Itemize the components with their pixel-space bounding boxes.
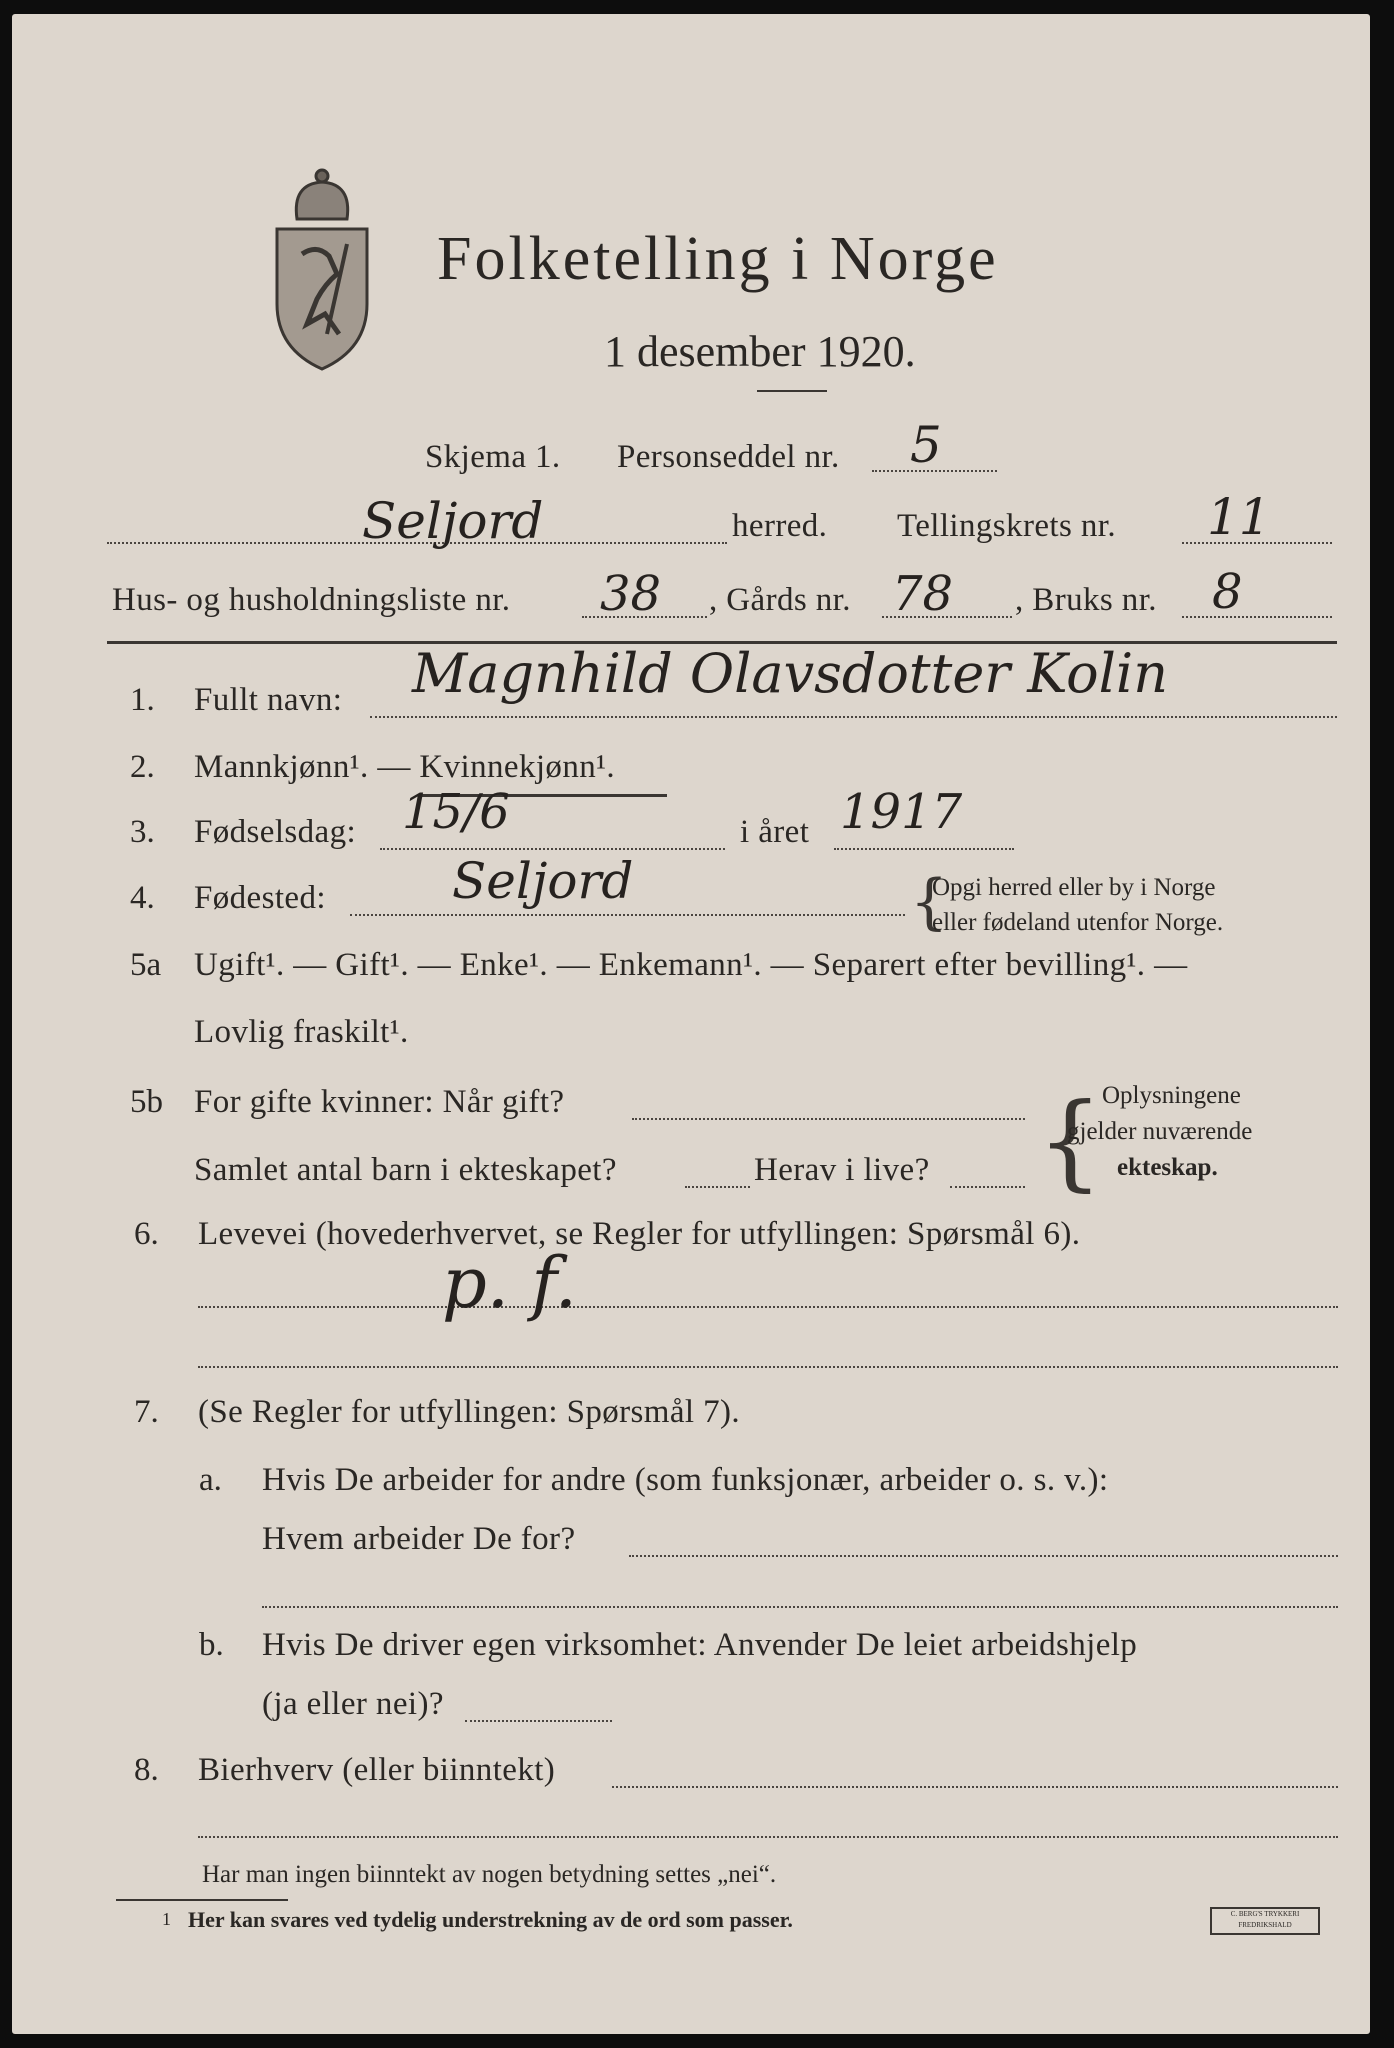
q2-label: Mannkjønn¹. — Kvinnekjønn¹. [194, 749, 616, 785]
q3-line [380, 848, 725, 850]
q5b-note-line-1: Oplysningene [1102, 1082, 1241, 1109]
skjema-label: Skjema 1. [425, 439, 561, 475]
q7-number: 7. [134, 1394, 159, 1430]
q6-label: Levevei (hovederhvervet, se Regler for utfyllingen: Spørsmål 6). [198, 1216, 1081, 1252]
gards-label: , Gårds nr. [709, 582, 851, 618]
q7b-label: Hvis De driver egen virksomhet: Anvender De leiet arbeidshjelp [262, 1627, 1138, 1663]
q4-line [350, 914, 905, 916]
q6-line-1 [198, 1306, 1338, 1308]
q8-line-2 [198, 1836, 1338, 1838]
tellingskrets-label: Tellingskrets nr. [897, 508, 1116, 544]
q7a-label-2: Hvem arbeider De for? [262, 1521, 576, 1557]
q3-year-value[interactable]: 1917 [840, 784, 963, 840]
q2-number: 2. [130, 749, 155, 785]
q5b-label-3: Herav i live? [754, 1152, 930, 1188]
bruks-value[interactable]: 8 [1212, 564, 1243, 620]
q5b-label-2: Samlet antal barn i ekteskapet? [194, 1152, 617, 1188]
q6-value[interactable]: p. f. [442, 1242, 577, 1324]
q4-value[interactable]: Seljord [452, 852, 634, 910]
printer-stamp: C. BERG'S TRYKKERI FREDRIKSHALD [1210, 1907, 1320, 1935]
q5b-children-line [685, 1186, 750, 1188]
q1-line [370, 716, 1337, 718]
q1-label: Fullt navn: [194, 682, 343, 718]
q6-number: 6. [134, 1216, 159, 1252]
q5a-number: 5a [130, 947, 162, 983]
q7a-number: a. [199, 1462, 222, 1498]
q5b-label: For gifte kvinner: Når gift? [194, 1084, 565, 1120]
q3-number: 3. [130, 814, 155, 850]
q5b-alive-line [950, 1186, 1025, 1188]
bruks-line [1182, 616, 1332, 618]
q4-number: 4. [130, 880, 155, 916]
q5b-number: 5b [130, 1084, 163, 1120]
q3-label: Fødselsdag: [194, 814, 357, 850]
gards-value[interactable]: 78 [892, 566, 954, 622]
q7a-line-1 [629, 1555, 1338, 1557]
q7a-line-2 [262, 1606, 1338, 1608]
q3-value[interactable]: 15/6 [402, 784, 510, 840]
form-date: 1 desember 1920. [604, 327, 916, 376]
q1-number: 1. [130, 682, 155, 718]
q7b-label-2: (ja eller nei)? [262, 1686, 444, 1722]
q4-note-brace: { [910, 867, 949, 937]
q7b-number: b. [199, 1627, 224, 1663]
hus-label: Hus- og husholdningsliste nr. [112, 582, 511, 618]
q5b-note-line-3: ekteskap. [1117, 1154, 1218, 1181]
herred-label: herred. [732, 508, 828, 544]
q6-line-2 [198, 1366, 1338, 1368]
q8-note: Har man ingen biinntekt av nogen betydning settes „nei“. [202, 1861, 777, 1888]
footnote: Her kan svares ved tydelig understrekning av de ord som passer. [188, 1907, 793, 1932]
q5b-married-line [632, 1118, 1025, 1120]
hus-value[interactable]: 38 [600, 566, 662, 622]
title-divider [757, 390, 827, 392]
q4-label: Fødested: [194, 880, 326, 916]
q8-number: 8. [134, 1752, 159, 1788]
herred-value[interactable]: Seljord [362, 492, 544, 550]
footnote-divider [116, 1899, 288, 1901]
q7b-line [465, 1720, 612, 1722]
q3-year-line [834, 848, 1014, 850]
q8-label: Bierhverv (eller biinntekt) [198, 1752, 556, 1788]
q5a-label-2: Lovlig fraskilt¹. [194, 1014, 409, 1050]
q4-note-line-1: Opgi herred eller by i Norge [932, 874, 1216, 901]
norway-coat-of-arms-icon [267, 164, 377, 374]
personseddel-label: Personseddel nr. [617, 439, 840, 475]
personseddel-value[interactable]: 5 [910, 416, 942, 474]
bruks-label: , Bruks nr. [1015, 582, 1157, 618]
q3-year-label: i året [740, 814, 810, 850]
q5b-note-line-2: gjelder nuværende [1067, 1118, 1253, 1145]
census-form-sheet [12, 14, 1370, 2034]
q5a-label: Ugift¹. — Gift¹. — Enke¹. — Enkemann¹. — Separert efter bevilling¹. — [194, 947, 1188, 983]
q4-note-line-2: eller fødeland utenfor Norge. [932, 909, 1224, 936]
q1-value[interactable]: Magnhild Olavsdotter Kolin [412, 642, 1168, 705]
q8-line-1 [612, 1786, 1338, 1788]
q5b-note-brace: { [1037, 1080, 1104, 1202]
tellingskrets-value[interactable]: 11 [1207, 488, 1271, 546]
form-title: Folketelling i Norge [437, 225, 999, 293]
q7a-label: Hvis De arbeider for andre (som funksjonær, arbeider o. s. v.): [262, 1462, 1109, 1498]
footnote-mark: 1 [162, 1909, 171, 1929]
q7-label: (Se Regler for utfyllingen: Spørsmål 7). [198, 1394, 741, 1430]
